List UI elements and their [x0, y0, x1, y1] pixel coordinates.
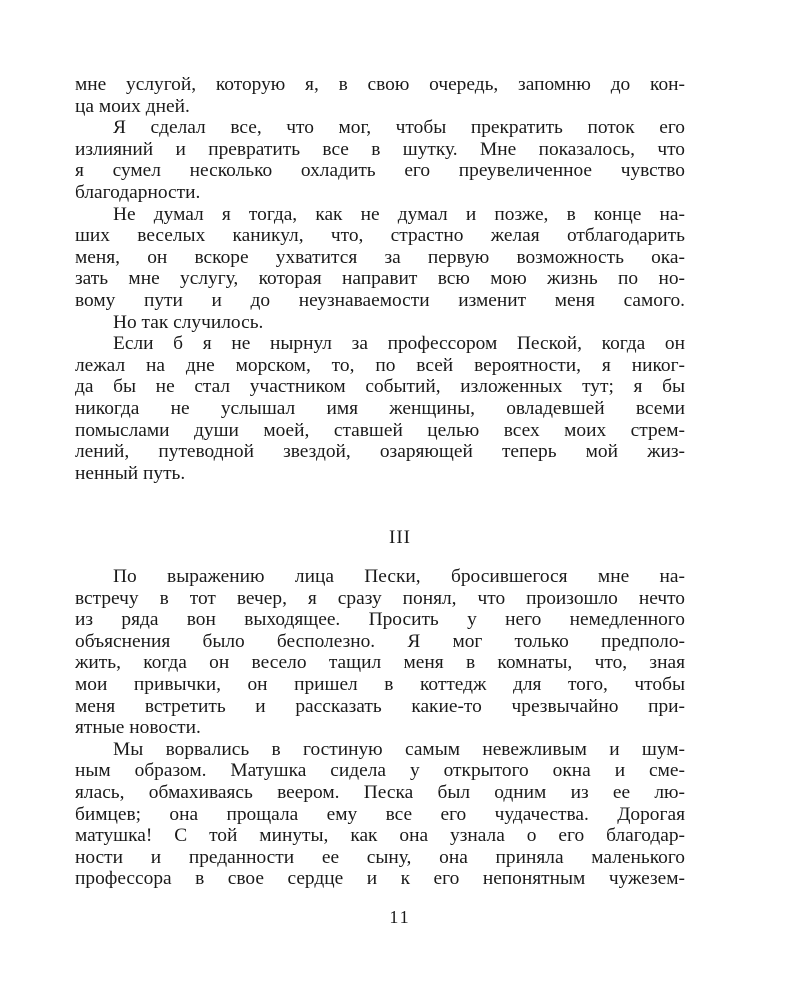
text-line: меня, он вскоре ухватится за первую возможность ока-	[75, 246, 685, 268]
text-line: матушка! С той минуты, как она узнала о его благодар-	[75, 825, 685, 847]
text-line: Я сделал все, что мог, чтобы прекратить поток его	[113, 117, 685, 139]
text-line: никогда не услышал имя женщины, овладевшей всеми	[75, 397, 685, 419]
text-line: Не думал я тогда, как не думал и позже, в конце на-	[113, 203, 685, 225]
text-line: мои привычки, он пришел в коттедж для того, чтобы	[75, 673, 685, 695]
text-line: объяснения было бесполезно. Я мог только предполо-	[75, 630, 685, 652]
text-line: Но так случилось.	[113, 311, 264, 333]
text-line: ца моих дней.	[75, 95, 190, 117]
text-line: ным образом. Матушка сидела у открытого окна и сме-	[75, 760, 685, 782]
text-line: ялась, обмахиваясь веером. Песка был одним из ее лю-	[75, 781, 685, 803]
text-line: из ряда вон выходящее. Просить у него немедленного	[75, 609, 685, 631]
text-line: жить, когда он весело тащил меня в комнаты, что, зная	[75, 652, 685, 674]
text-line: меня встретить и рассказать какие-то чрезвычайно при-	[75, 695, 685, 717]
text-line: я сумел несколько охладить его преувеличенное чувство	[75, 160, 685, 182]
text-line: ности и преданности ее сыну, она приняла маленького	[75, 846, 685, 868]
text-line: Если б я не нырнул за профессором Пеской, когда он	[113, 333, 685, 355]
text-line: ненный путь.	[75, 462, 186, 484]
text-line: мне услугой, которую я, в свою очередь, запомню до кон-	[75, 74, 685, 95]
text-line: лений, путеводной звездой, озаряющей теперь мой жиз-	[75, 441, 685, 463]
text-block-upper	[75, 74, 685, 484]
text-line: бимцев; она прощала ему все его чудачества. Дорогая	[75, 803, 685, 825]
text-line: помыслами души моей, ставшей целью всех моих стрем-	[75, 419, 685, 441]
text-line: По выражению лица Пески, бросившегося мне на-	[113, 566, 685, 587]
text-block-lower	[75, 566, 685, 890]
text-line: профессора в свое сердце и к его непонятным чужезем-	[75, 868, 685, 890]
chapter-heading: III	[389, 527, 411, 548]
text-line: излияний и превратить все в шутку. Мне показалось, что	[75, 138, 685, 160]
text-line: ших веселых каникул, что, страстно желая отблагодарить	[75, 225, 685, 247]
text-line: благодарности.	[75, 181, 201, 203]
text-line: встречу в тот вечер, я сразу понял, что произошло нечто	[75, 587, 685, 609]
text-line: ятные новости.	[75, 717, 201, 739]
text-line: зать мне услугу, которая направит всю мою жизнь по но-	[75, 268, 685, 290]
page-number: 11	[389, 907, 411, 927]
text-line: вому пути и до неузнаваемости изменит меня самого.	[75, 289, 685, 311]
text-line: да бы не стал участником событий, изложенных тут; я бы	[75, 376, 685, 398]
text-line: Мы ворвались в гостиную самым невежливым и шум-	[113, 738, 685, 760]
text-line: лежал на дне морском, то, по всей вероятности, я никог-	[75, 354, 685, 376]
